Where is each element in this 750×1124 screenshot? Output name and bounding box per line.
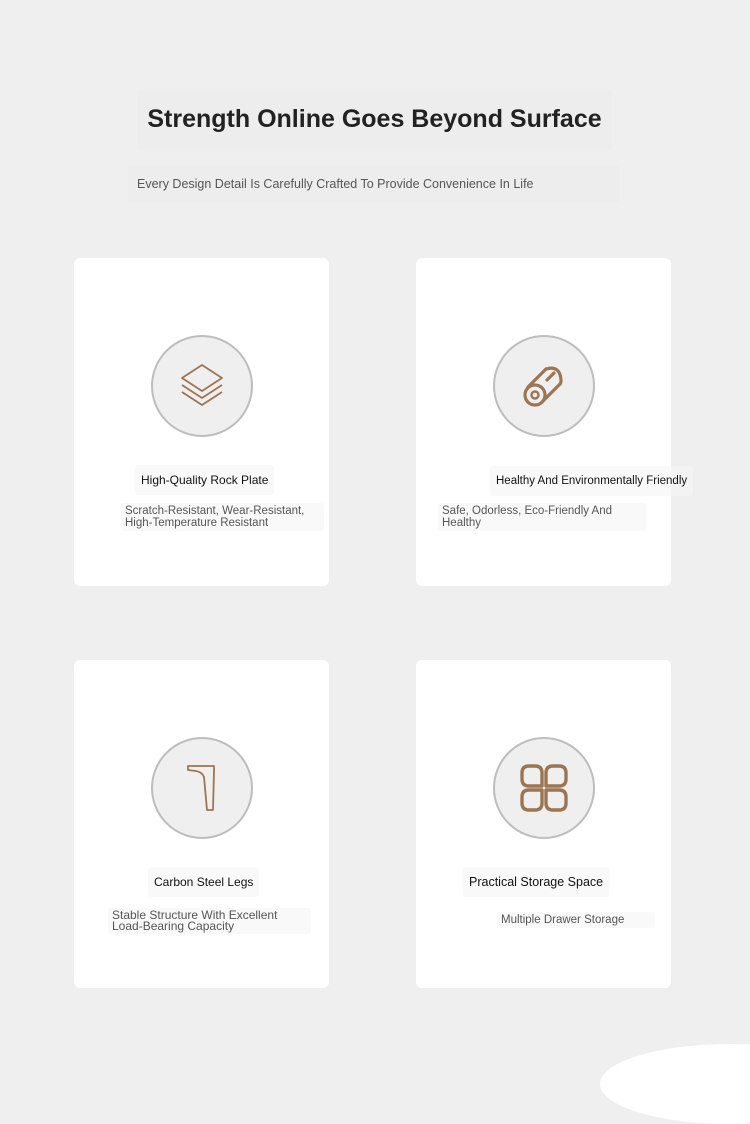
feature-title: High-Quality Rock Plate [135,465,274,495]
storage-grid-icon [519,763,569,813]
bottom-decoration [600,1044,750,1124]
feature-card-steel-legs [74,660,329,988]
layers-icon [177,361,227,411]
feature-description: Scratch-Resistant, Wear-Resistant, High-Temperature Resistant [121,503,324,531]
icon-badge [151,737,253,839]
feature-card-rock-plate [74,258,329,586]
feature-card-storage [416,660,671,988]
table-leg-icon [177,763,227,813]
feature-title: Carbon Steel Legs [148,867,259,897]
icon-badge [493,737,595,839]
icon-badge [493,335,595,437]
feature-description: Safe, Odorless, Eco-Friendly And Healthy [438,503,646,531]
feature-title: Practical Storage Space [463,867,609,897]
icon-badge [151,335,253,437]
feature-title: Healthy And Environmentally Friendly [490,466,693,496]
feature-card-eco-friendly [416,258,688,586]
feature-description: Stable Structure With Excellent Load-Bearing Capacity [108,908,311,934]
feature-description: Multiple Drawer Storage [497,912,655,928]
page-title: Strength Online Goes Beyond Surface [137,90,612,150]
page-subtitle: Every Design Detail Is Carefully Crafted To Provide Convenience In Life [128,166,620,202]
wood-log-icon [519,361,569,411]
